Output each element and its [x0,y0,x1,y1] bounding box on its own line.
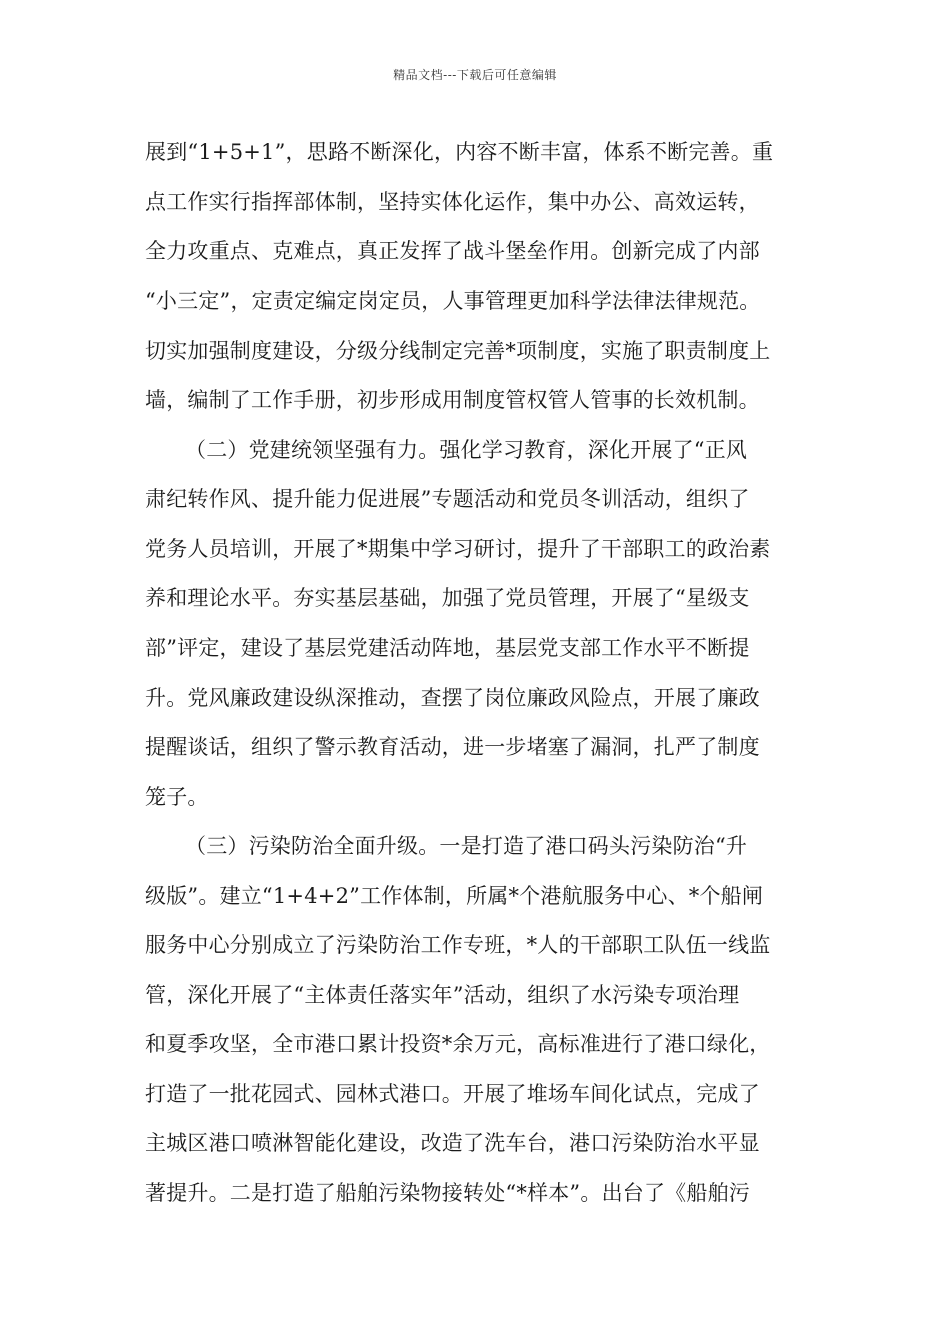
text-line: 养和理论水平。夯实基层基础，加强了党员管理，开展了“星级支 [145,586,750,610]
text-line: 服务中心分别成立了污染防治工作专班，*人的干部职工队伍一线监 [145,933,771,957]
page-header: 精品文档---下载后可任意编辑 [393,68,557,82]
text-line: 点工作实行指挥部体制，坚持实体化运作，集中办公、高效运转， [145,190,760,214]
text-line: 升。党风廉政建设纵深推动，查摆了岗位廉政风险点，开展了廉政 [145,686,760,710]
text-line: 肃纪转作风、提升能力促进展”专题活动和党员冬训活动，组织了 [145,487,750,511]
text-line: 切实加强制度建设，分级分线制定完善*项制度，实施了职责制度上 [145,339,771,363]
text-line: 打造了一批花园式、园林式港口。开展了堆场车间化试点，完成了 [145,1082,760,1106]
text-line: 著提升。二是打造了船舶污染物接转处“*样本”。出台了《船舶污 [145,1181,750,1205]
text-line: “小三定”，定责定编定岗定员，人事管理更加科学法律法律规范。 [145,289,761,313]
text-line: 提醒谈话，组织了警示教育活动，进一步堵塞了漏洞，扎严了制度 [145,735,760,759]
paragraph-start-line: （二）党建统领坚强有力。强化学习教育，深化开展了“正风 [185,438,748,462]
text-line: 笼子。 [145,785,209,809]
text-line: 主城区港口喷淋智能化建设，改造了洗车台，港口污染防治水平显 [145,1131,760,1155]
text-line: 全力攻重点、克难点，真正发挥了战斗堡垒作用。创新完成了内部 [145,239,760,263]
text-line: 级版”。建立“1+4+2”工作体制，所属*个港航服务中心、*个船闸 [145,884,764,908]
text-line: 部”评定，建设了基层党建活动阵地，基层党支部工作水平不断提 [145,636,750,660]
paragraph-start-line: （三）污染防治全面升级。一是打造了港口码头污染防治“升 [185,834,748,858]
text-line: 展到“1+5+1”，思路不断深化，内容不断丰富，体系不断完善。重 [145,140,774,164]
text-line: 管，深化开展了“主体责任落实年”活动，组织了水污染专项治理 [145,983,740,1007]
text-line: 墙，编制了工作手册，初步形成用制度管权管人管事的长效机制。 [145,388,760,412]
text-line: 和夏季攻坚，全市港口累计投资*余万元，高标准进行了港口绿化， [145,1032,771,1056]
text-line: 党务人员培训，开展了*期集中学习研讨，提升了干部职工的政治素 [145,537,771,561]
